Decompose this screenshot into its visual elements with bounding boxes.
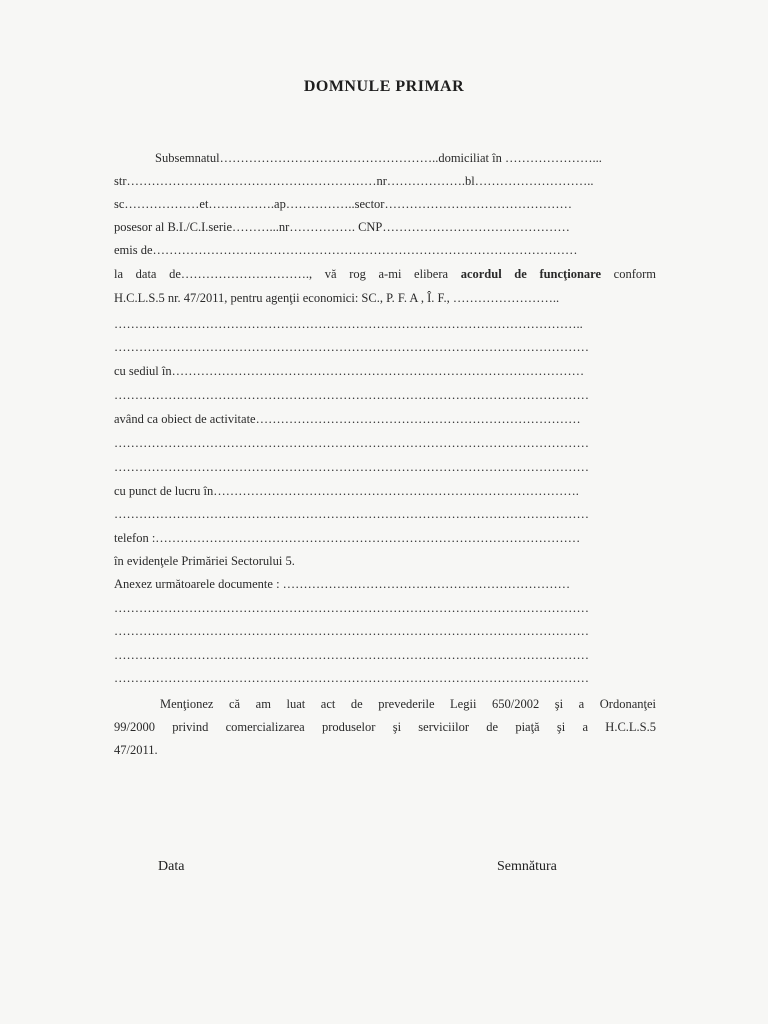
form-line-issued-by: emis de………………………………………………………………………………………… [114,243,578,257]
request-text-end: conform [601,267,656,281]
form-line-blank: …………………………………………………………………………………………………… [114,460,589,474]
declaration-line-3: 47/2011. [114,743,158,757]
form-line-regulation: H.C.L.S.5 nr. 47/2011, pentru agenţii economici: SC., P. F. A , Î. F., …………………….. [114,291,560,305]
date-label: Data [158,859,185,874]
form-line-blank: …………………………………………………………………………………………………… [114,648,589,662]
signature-label: Semnătura [497,859,557,874]
form-line-blank: …………………………………………………………………………………………………… [114,624,589,638]
form-line-activity: având ca obiect de activitate…………………………………………………………………… [114,412,581,426]
declaration-line-2: 99/2000 privind comercializarea produselor şi serviciilor de piaţă şi a H.C.L.S.5 [114,720,656,734]
request-text-start: la data de…………………………., vă rog a-mi elibera [114,267,461,281]
form-line-blank: ………………………………………………………………………………………………….. [114,317,583,331]
page-title: DOMNULE PRIMAR [303,78,465,95]
form-line-blank: …………………………………………………………………………………………………… [114,601,589,615]
declaration-paragraph [114,693,656,762]
form-line-id-card: posesor al B.I./C.I.serie………...nr……………. CNP……………………………………… [114,220,570,234]
form-line-street: str……………………………………………………nr……………….bl……………………….. [114,174,594,188]
form-line-request [114,266,656,282]
form-line-headquarters: cu sediul în……………………………………………………………………………………… [114,364,585,378]
form-line-attachments: Anexez următoarele documente : …………………………………………………………… [114,577,571,591]
form-line-blank: …………………………………………………………………………………………………… [114,671,589,685]
form-line-phone: telefon :………………………………………………………………………………………… [114,531,581,545]
form-line-subsemnatul: Subsemnatul……………………………………………..domiciliat în …………………... [155,151,602,165]
form-line-records: în evidenţele Primăriei Sectorului 5. [114,554,295,568]
declaration-line-1: Menţionez că am luat act de prevederile Legii 650/2002 şi a Ordonanţei [160,697,656,711]
form-line-blank: …………………………………………………………………………………………………… [114,340,589,354]
form-line-staircase: sc………………et…………….ap……………..sector……………………………………… [114,197,572,211]
form-line-blank: …………………………………………………………………………………………………… [114,388,589,402]
form-line-workplace: cu punct de lucru în……………………………………………………………………………. [114,484,579,498]
form-line-blank: …………………………………………………………………………………………………… [114,507,589,521]
form-line-blank: …………………………………………………………………………………………………… [114,436,589,450]
request-text-bold: acordul de funcţionare [460,267,602,281]
